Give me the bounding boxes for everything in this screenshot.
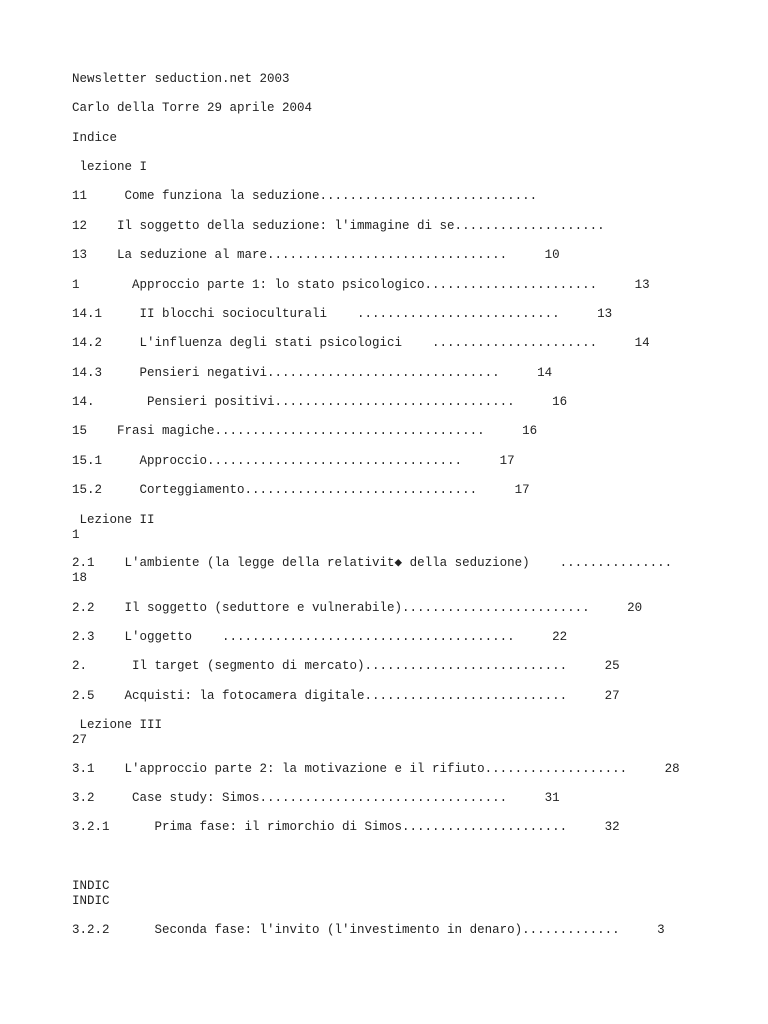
toc-entry: 1 Approccio parte 1: lo stato psicologico....................... 13 [72,278,650,292]
toc-entry: 12 Il soggetto della seduzione: l'immagine di se.................... [72,219,605,233]
toc-entry: 2.5 Acquisti: la fotocamera digitale........................... 27 [72,689,620,703]
toc-entry: 2.1 L'ambiente (la legge della relativit◆ della seduzione) ............... 18 [72,556,673,585]
toc-entry: 15 Frasi magiche.................................... 16 [72,424,538,438]
toc-entry: 14.3 Pensieri negativi............................... 14 [72,366,553,380]
lesson-2-heading: Lezione II 1 [72,513,155,542]
author-date: Carlo della Torre 29 aprile 2004 [72,101,313,115]
toc-entry: 13 La seduzione al mare................................ 10 [72,248,560,262]
toc-entry: 14. Pensieri positivi................................ 16 [72,395,568,409]
toc-entry: 11 Come funziona la seduzione............................. [72,189,538,203]
lesson-1-heading: lezione I [72,160,148,174]
index-heading: Indice [72,131,118,145]
toc-entry: 14.1 II blocchi socioculturali ........................... 13 [72,307,613,321]
newsletter-title: Newsletter seduction.net 2003 [72,72,290,86]
toc-entry: 3.1 L'approccio parte 2: la motivazione e il rifiuto................... 28 [72,762,680,776]
toc-entry: 2.3 L'oggetto ....................................... 22 [72,630,568,644]
index-repeat-heading: INDIC INDIC [72,879,110,908]
toc-entry: 15.1 Approccio.................................. 17 [72,454,515,468]
toc-entry: 15.2 Corteggiamento............................... 17 [72,483,530,497]
toc-entry: 2.2 Il soggetto (seduttore e vulnerabile)......................... 20 [72,601,643,615]
toc-entry: 14.2 L'influenza degli stati psicologici ...................... 14 [72,336,650,350]
toc-entry: 2. Il target (segmento di mercato)........................... 25 [72,659,620,673]
lesson-3-heading: Lezione III 27 [72,718,163,747]
toc-entry: 3.2 Case study: Simos................................. 31 [72,791,560,805]
toc-entry: 3.2.1 Prima fase: il rimorchio di Simos...................... 32 [72,820,620,834]
toc-entry: 3.2.2 Seconda fase: l'invito (l'investimento in denaro)............. 3 [72,923,665,937]
